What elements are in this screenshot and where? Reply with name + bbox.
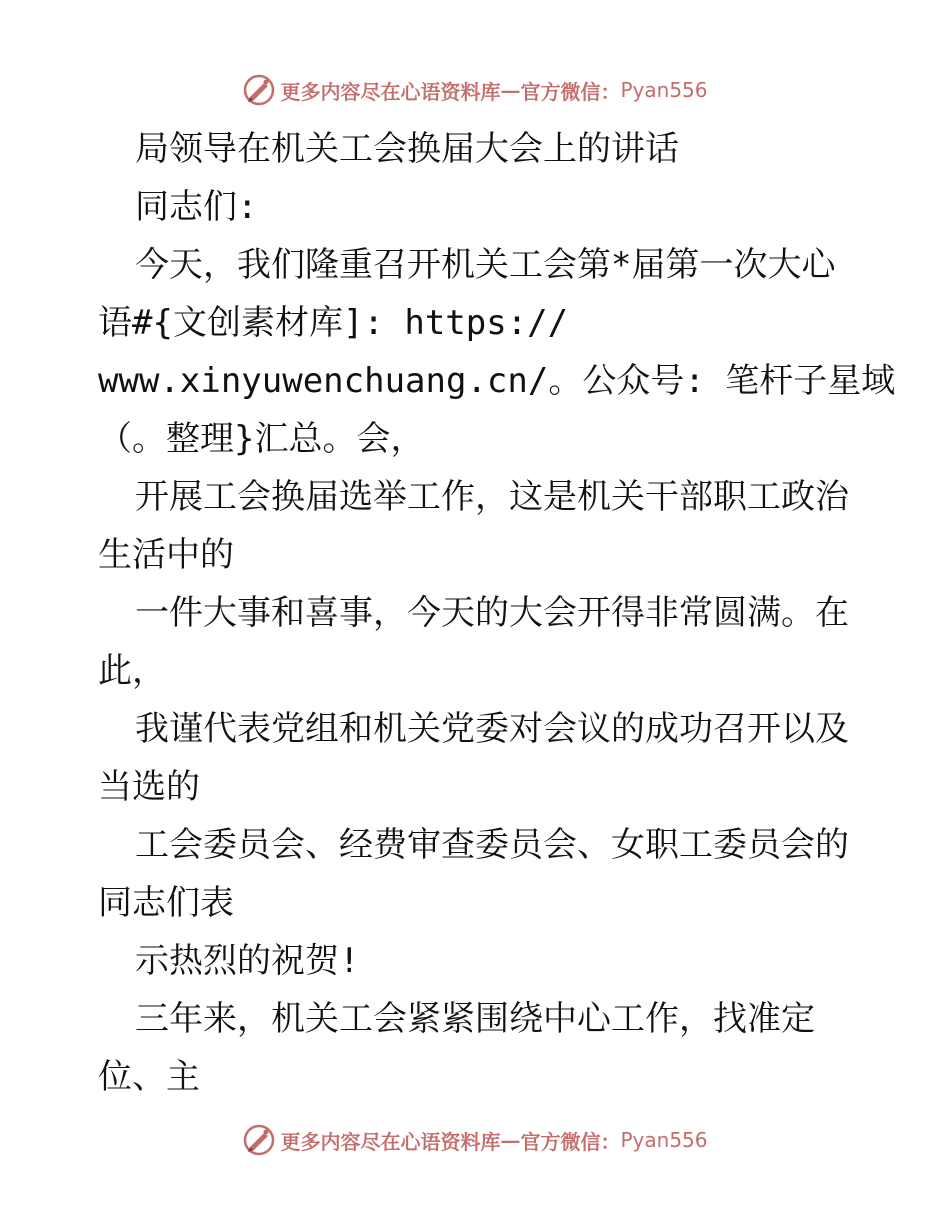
banner-wechat-label: 官方微信： [520,79,621,104]
text-line: 同志们表 [98,883,234,923]
text-line: 开展工会换届选举工作，这是机关干部职工政治 [135,477,849,517]
text-line: 局领导在机关工会换届大会上的讲话 [135,129,679,169]
text-line: 今天，我们隆重召开机关工会第*届第一次大心 [135,245,836,285]
text-line: 语#{文创素材库]: https:// [98,303,569,343]
text-line: 一件大事和喜事，今天的大会开得非常圆满。在 [135,593,849,633]
text-line: 位、主 [98,1057,200,1097]
banner-dash: — [500,78,521,102]
document-body [98,120,896,1106]
pen-logo-icon [242,1123,276,1157]
footer-banner [0,1120,950,1160]
banner-dash: — [500,1128,521,1152]
pen-logo-icon [242,73,276,107]
text-line: 同志们: [135,187,258,227]
text-line: 示热烈的祝贺! [135,941,360,981]
text-line: www.xinyuwenchuang.cn/。公众号: 笔杆子星域 [98,361,896,401]
banner-brand-text: 更多内容尽在心语资料库 [280,1129,501,1154]
text-line: 生活中的 [98,535,234,575]
banner-wechat-id: Pyan556 [620,78,708,102]
text-line: （。整理}汇总。会， [98,419,425,459]
banner-brand-text: 更多内容尽在心语资料库 [280,79,501,104]
text-line: 工会委员会、经费审查委员会、女职工委员会的 [135,825,849,865]
banner-wechat-label: 官方微信： [520,1129,621,1154]
text-line: 当选的 [98,767,200,807]
text-line: 我谨代表党组和机关党委对会议的成功召开以及 [135,709,849,749]
header-banner [0,70,950,110]
text-line: 此， [98,651,166,691]
text-line: 三年来，机关工会紧紧围绕中心工作，找准定 [135,999,815,1039]
banner-wechat-id: Pyan556 [620,1128,708,1152]
